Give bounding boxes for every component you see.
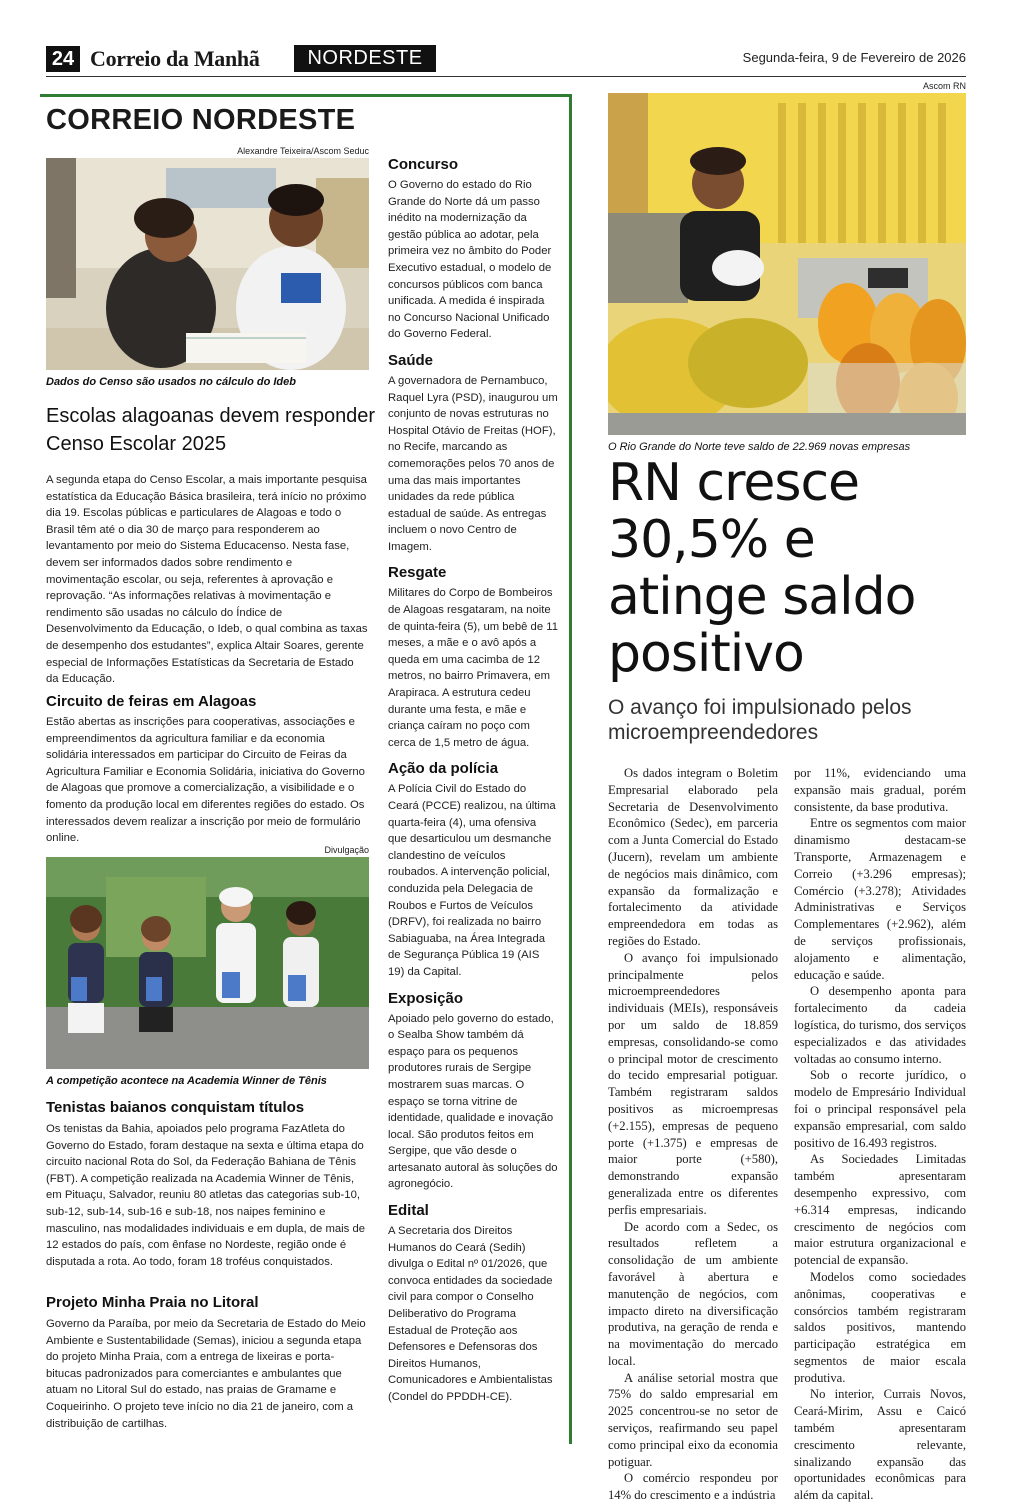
photo-caption: Dados do Censo são usados no cálculo do Ideb [46,376,296,388]
feiras-title: Circuito de feiras em Alagoas [46,693,257,710]
article-paragraph: A segunda etapa do Censo Escolar, a mais importante pesquisa estatística da Educação Básica brasileira, terá início no próximo dia 19. Escolas públicas e particulares de Alagoas e todo o Brasil têm até o dia 30 de março para responderem ao levantamento por meio do Sistema Educacenso. Nesta fase, devem ser informados dados sobre rendimento e movimentação escolar, ou seja, referentes à aprovação e reprovação. “As informações relativas à movimentação e rendimento são usadas no cálculo do Índice de Desenvolvimento da Educação, o Ideb, o qual combina as taxas de desempenho dos estudantes”, explica Altair Soares, gerente especial de Informações Estatísticas da Secretaria de Estado da Educação. [46,474,368,686]
news-item-title: Exposição [388,989,464,1007]
tennis-photo [46,857,369,1069]
issue-date: Segunda-feira, 9 de Fevereiro de 2026 [742,50,966,65]
article-subheadline: O avanço foi impulsionado pelos microempreendedores [608,696,912,744]
market-photo [608,93,966,435]
photo-credit: Ascom RN [922,81,966,91]
feiras-body [46,714,368,847]
newspaper-brand: Correio da Manhã [90,46,260,71]
article-paragraph: Os dados integram o Boletim Empresarial elaborado pela Secretaria de Desenvolvimento Econômico (Sedec), em parceria com a Junta Comercial do Estado (Jucern), revelam um ambiente de negócios mais dinâmico, com expansão da formalização e fortalecimento da atividade empreendedora em todas as regiões do Estado. [608,766,778,948]
article-column-2 [794,765,966,1504]
article-paragraph: As Sociedades Limitadas também apresentaram desempenho expressivo, com +6.314 empresas, indicando crescimento de negócios com maior estrutura organizacional e potencial de expansão. [794,1152,966,1268]
news-item-title: Concurso [388,156,459,173]
main-headline: Escolas alagoanas devem responder Censo Escolar 2025 [46,405,376,455]
article-paragraph: No interior, Currais Novos, Ceará-Mirim, Assu e Caicó também apresentaram crescimento relevante, sinalizando expansão das oportunidades econômicas para além da capital. [794,1387,966,1503]
news-item-title: Saúde [388,351,434,369]
photo-caption: A competição acontece na Academia Winner de Tênis [46,1075,327,1087]
photo-credit: Divulgação [324,845,369,855]
article-paragraph: A análise setorial mostra que 75% do saldo empresarial em 2025 concentrou-se no setor de serviços, reafirmando seu papel como principal eixo da economia potiguar. [608,1370,778,1469]
article-paragraph: O desempenho aponta para fortalecimento da cadeia logística, do turismo, dos serviços especializados e das atividades voltadas ao consumo interno. [794,984,966,1066]
praia-title: Projeto Minha Praia no Litoral [46,1294,259,1311]
news-item-title: Resgate [388,564,447,582]
news-item-body: O Governo do estado do Rio Grande do Norte dá um passo inédito na modernização da gestão pública ao adotar, pela primeira vez no âmbito do Poder Executivo estadual, o modelo de concursos públicos com banca unificada. A medida é inspirada no Concurso Nacional Unificado do Governo Federal. [388,179,552,341]
article-paragraph: Modelos como sociedades anônimas, cooperativas e consórcios também registraram saldos positivos, mantendo participação estratégica em segmentos de maior escala produtiva. [794,1269,966,1385]
page-number: 24 [46,46,80,72]
main-body [46,472,368,688]
article-paragraph: por 11%, evidenciando uma expansão mais gradual, porém consistente, da base produtiva. [794,766,966,814]
article-paragraph: Governo da Paraíba, por meio da Secretaria de Estado do Meio Ambiente e Sustentabilidade (Semas), iniciou a segunda etapa do projeto Minha Praia, com a entrega de lixeiras e porta-bitucas padronizados para comerciantes e ambulantes que atuam no Litoral Sul do estado, nas praias de Gramame e Coqueirinho. O projeto teve início no dia 21 de janeiro, com a distribuição de cartilhas. [46,1318,366,1430]
photo-caption: O Rio Grande do Norte teve saldo de 22.969 novas empresas [608,441,911,453]
article-paragraph: Estão abertas as inscrições para cooperativas, associações e empreendimentos da agricultura familiar e da economia solidária interessados em participar do Circuito de Feiras da Agricultura Familiar e Economia Solidária, iniciativa do Governo de Alagoas que promove a comercialização, a visibilidade e o fomento da produção local em diferentes regiões do estado. Os interessados devem realizar a inscrição por meio de formulário online. [46,716,365,845]
article-paragraph: Entre os segmentos com maior dinamismo destacam-se Transporte, Armazenagem e Correio (+3.296 empresas); Comércio (+3.278); Atividades Administrativas e Serviços Complementares (+2.962), além de serviços profissionais, alojamento e alimentação, educação e saúde. [794,816,966,982]
header-rule [46,76,966,77]
tenistas-body [46,1121,368,1270]
photo-credit: Alexandre Teixeira/Ascom Seduc [237,146,369,156]
article-paragraph: Sob o recorte jurídico, o modelo de Empresário Individual foi o principal responsável pela expansão empresarial, com saldo positivo de 16.493 registros. [794,1068,966,1150]
section-label: NORDESTE [294,45,436,72]
article-paragraph: Os tenistas da Bahia, apoiados pelo programa FazAtleta do Governo do Estado, foram destaque na sexta e última etapa do circuito nacional Rota do Sol, da Federação Bahiana de Tênis (FBT). A competição realizada na Academia Winner de Tênis, em Pituaçu, Salvador, reuniu 80 atletas das categorias sub-10, sub-12, sub-14, sub-16 e sub-18, nos naipes feminino e masculino, nas modalidades individuais e em dupla, de mais de 12 estados do país, com ênfase no Nordeste, região onde é disputada a rota. Ao todo, foram 18 troféus conquistados. [46,1123,366,1268]
praia-body [46,1316,368,1432]
article-paragraph: O comércio respondeu por 14% do crescimento e a indústria [608,1471,778,1503]
article-paragraph: De acordo com a Sedec, os resultados refletem a consolidação de um ambiente favorável à abertura e manutenção de negócios, com impacto direto na diversificação produtiva, na geração de renda e na movimentação do mercado local. [608,1219,778,1368]
news-item-body: Militares do Corpo de Bombeiros de Alagoas resgataram, na noite de quinta-feira (5), um bebê de 11 meses, a mãe e o avô após a queda em uma cacimba de 12 metros, no bairro Primavera, em Arapiraca. A estrutura cedeu durante uma festa, e mãe e criança caíram no poço com cerca de 1,5 metro de água. [388,587,558,749]
students-photo [46,158,369,370]
news-item-body: A governadora de Pernambuco, Raquel Lyra (PSD), inaugurou um conjunto de novas estruturas no Hospital Otávio de Freitas (HOF), no Recife, marcando as comemorações pelos 70 anos de uma das mais importantes unidades da rede pública estadual de saúde. As entregas incluem o novo Centro de Imagem. [388,374,558,553]
article-column-1 [608,765,778,1504]
news-item-body: A Secretaria dos Direitos Humanos do Ceará (Sedih) divulga o Edital nº 01/2026, que convoca entidades da sociedade civil para compor o Conselho Deliberativo do Programa Estadual de Proteção aos Defensores e Defensoras dos Direitos Humanos, Comunicadores e Ambientalistas (Condel do PPDDH-CE). [388,1225,553,1403]
tenistas-title: Tenistas baianos conquistam títulos [46,1099,305,1116]
article-headline: RN cresce 30,5% e atinge saldo positivo [608,453,916,684]
article-paragraph: O avanço foi impulsionado principalmente pelos microempreendedores individuais (MEIs), responsáveis por um saldo de 18.859 empresas, consolidando-se como o principal motor de crescimento do tecido empresarial potiguar. Também registraram saldos positivos as microempresas (+2.155), empresas de pequeno porte (+1.375) e empresas de maior porte (+580), demonstrando expansão generalizada entre os diferentes perfis empresariais. [608,950,778,1217]
news-item-body: Apoiado pelo governo do estado, o Sealba Show também dá espaço para os pequenos produtores rurais de Sergipe mostrarem suas marcas. O espaço se torna vitrine de identidade, qualidade e inovação local. São produtos feitos em Sergipe, que vão desde o artesanato autoral às soluções do agronegócio. [388,1012,558,1191]
section-title: CORREIO NORDESTE [46,104,356,136]
news-item-title: Edital [388,1202,429,1220]
short-news-column [388,156,558,1406]
news-item-title: Ação da polícia [388,760,499,778]
news-item-body: A Polícia Civil do Estado do Ceará (PCCE) realizou, na última quarta-feira (4), uma ofensiva que desarticulou um desmanche clandestino de veículos roubados. A intervenção policial, conduzida pela Delegacia de Roubos e Furtos de Veículos (DRFV), foi realizada no bairro Sabiaguaba, na Área Integrada de Segurança Pública 19 (AIS 19) da Capital. [388,783,556,978]
